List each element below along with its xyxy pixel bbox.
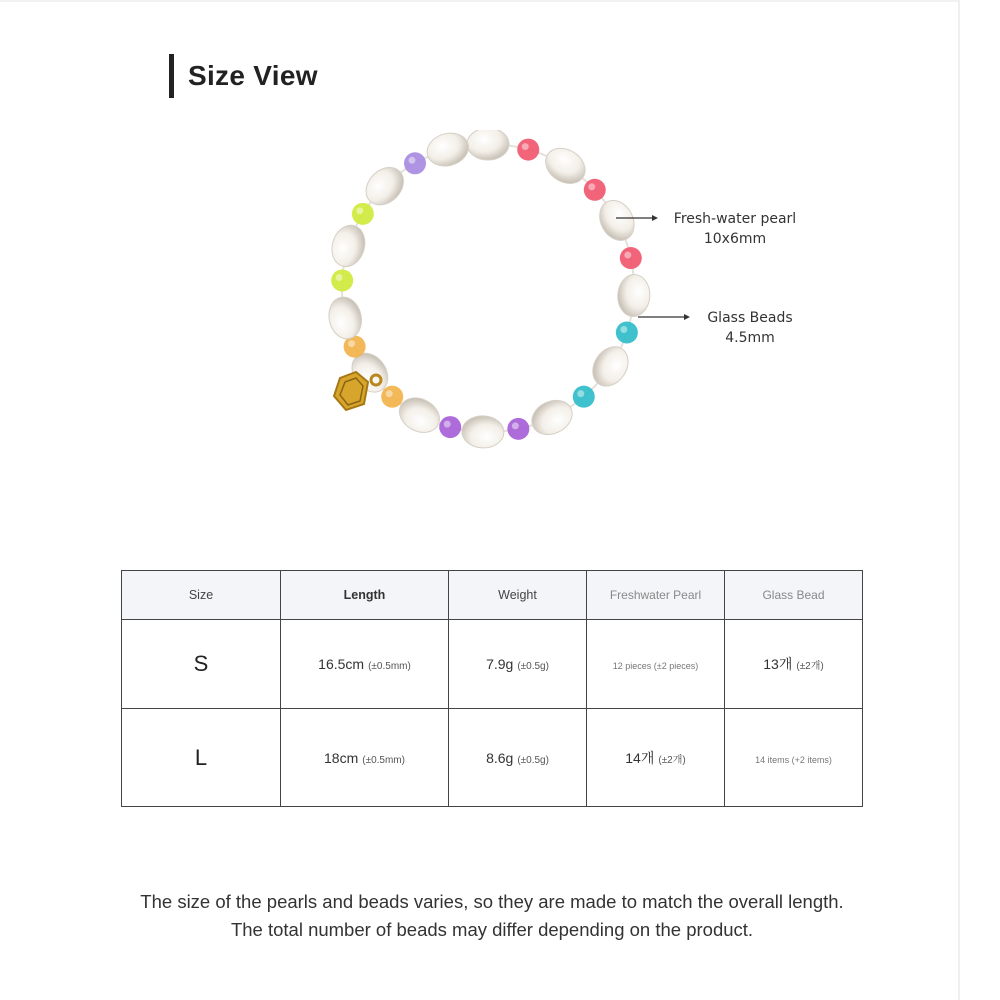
length-value: 18cm (324, 749, 359, 766)
freshwater-pearl-bead (423, 130, 472, 171)
glass-bead (620, 247, 642, 269)
pearl-count-cell (587, 620, 725, 709)
glass-bead (439, 416, 461, 438)
pearl-callout-arrow (652, 215, 658, 221)
glass-bead (616, 321, 638, 343)
glass-bead (331, 269, 353, 291)
freshwater-pearl-bead (327, 221, 370, 271)
weight-cell (449, 709, 587, 807)
glass-bead (404, 152, 426, 174)
glass-callout-name: Glass Beads (707, 310, 793, 326)
length-value: 16.5cm (318, 656, 365, 673)
table-header-row (122, 571, 863, 620)
bead-highlight (588, 183, 595, 190)
length-tolerance: (±0.5mm) (362, 754, 405, 766)
section-header (169, 54, 318, 98)
bead-highlight (522, 143, 529, 150)
title-accent-bar (169, 54, 174, 98)
note-line-1: The size of the pearls and beads varies, so they are made to match the overall length. (140, 891, 844, 912)
glass-bead (507, 418, 529, 440)
bead-highlight (386, 390, 393, 397)
glass-callout (690, 308, 810, 348)
glass-count-value: 13개 (763, 656, 793, 673)
table-row (122, 620, 863, 709)
bead-ring (325, 130, 651, 449)
freshwater-pearl-bead (325, 294, 365, 342)
length-cell (281, 709, 449, 807)
bead-highlight (336, 274, 343, 281)
size-cell: S (122, 620, 281, 709)
glass-bead (381, 386, 403, 408)
note-line-2: The total number of beads may differ depending on the product. (230, 919, 754, 940)
header-weight: Weight (449, 571, 587, 620)
section-title: Size View (188, 60, 318, 91)
length-cell (281, 620, 449, 709)
freshwater-pearl-bead (593, 194, 641, 246)
freshwater-pearl-bead (467, 130, 509, 160)
freshwater-pearl-bead (526, 394, 578, 441)
weight-value: 8.6g (486, 749, 514, 766)
bead-highlight (409, 157, 416, 164)
freshwater-pearl-bead (617, 274, 651, 318)
pearl-callout-size: 10x6mm (703, 231, 767, 247)
pearl-callout (660, 209, 810, 249)
header-freshwater-pearl: Freshwater Pearl (587, 571, 725, 620)
bead-highlight (624, 252, 631, 259)
glass-bead (573, 386, 595, 408)
weight-cell (449, 620, 587, 709)
pearl-count-value: 12 pieces (±2 pieces) (612, 661, 699, 672)
weight-tolerance: (±0.5g) (517, 754, 549, 766)
glass-bead (517, 139, 539, 161)
bead-highlight (620, 326, 627, 333)
right-divider (958, 0, 960, 1000)
header-glass-bead: Glass Bead (725, 571, 863, 620)
top-divider (0, 0, 958, 2)
bracelet-illustration (300, 130, 700, 480)
freshwater-pearl-bead (461, 415, 504, 448)
length-tolerance: (±0.5mm) (368, 661, 411, 673)
freshwater-pearl-bead (586, 340, 636, 393)
glass-count-value: 14 items (+2 items) (755, 754, 832, 765)
weight-value: 7.9g (486, 656, 514, 673)
pearl-count-value: 14개 (625, 749, 655, 766)
size-notes (0, 888, 984, 944)
bead-highlight (577, 390, 584, 397)
bead-highlight (512, 422, 519, 429)
header-size: Size (122, 571, 281, 620)
glass-count-tolerance: (±2개) (796, 661, 824, 673)
pearl-count-tolerance: (±2개) (658, 754, 686, 766)
size-table (121, 570, 863, 807)
weight-tolerance: (±0.5g) (517, 661, 549, 673)
freshwater-pearl-bead (539, 141, 592, 190)
table-row (122, 709, 863, 807)
size-cell: L (122, 709, 281, 807)
glass-count-cell (725, 709, 863, 807)
glass-bead (352, 203, 374, 225)
glass-callout-size: 4.5mm (725, 330, 775, 346)
glass-bead (584, 179, 606, 201)
pearl-count-cell (587, 709, 725, 807)
glass-count-cell (725, 620, 863, 709)
bead-highlight (348, 340, 355, 347)
pearl-callout-name: Fresh-water pearl (673, 211, 797, 227)
header-length: Length (281, 571, 449, 620)
bead-highlight (444, 421, 451, 428)
bead-highlight (356, 207, 363, 214)
